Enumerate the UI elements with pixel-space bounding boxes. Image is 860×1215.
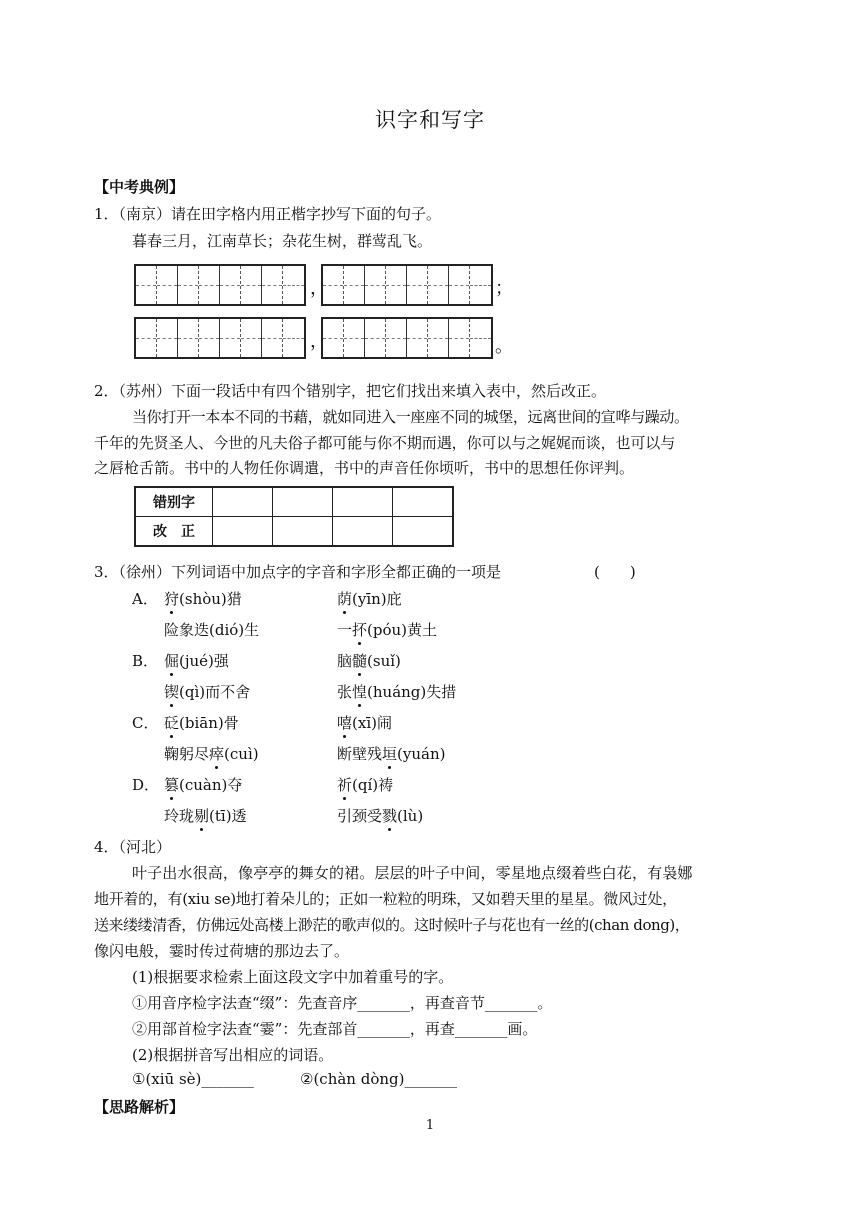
tianzige-grid-1[interactable]	[134, 264, 306, 306]
option-b-word-3	[164, 681, 250, 702]
word-text: (huáng)失措	[367, 683, 457, 701]
word-text: (tī)透	[209, 807, 247, 825]
word-text: (cuàn)夺	[179, 776, 243, 794]
q2-paragraph-3: 之唇枪舌箭。书中的人物任你调遣，书中的声音任你顷听，书中的思想任你评判。	[94, 459, 635, 477]
q4-sub-question-1b: ②用部首检字法查“霎”：先查部首_______，再查_______画。	[132, 1020, 538, 1038]
option-c-word-4	[337, 743, 445, 764]
table-cell-wrong-3[interactable]	[333, 487, 393, 517]
word-text: 一	[337, 621, 353, 639]
q4-line: 4．（河北）	[94, 838, 172, 856]
emphasized-char: 抔	[352, 621, 368, 639]
q1-punct-semicolon: ；	[495, 278, 513, 299]
table-head-correct: 改 正	[135, 517, 213, 547]
option-d-word-1	[164, 774, 242, 795]
q3-line: 3．（徐州）下列词语中加点字的字音和字形全都正确的一项是	[94, 563, 502, 581]
emphasized-char: 倔	[164, 652, 180, 670]
option-c-word-2	[337, 712, 392, 733]
option-c-word-1	[164, 712, 239, 733]
q4-paragraph-4: 像闪电般，霎时传过荷塘的那边去了。	[94, 942, 350, 960]
emphasized-char: 狩	[164, 590, 180, 608]
page-title: 识字和写字	[375, 108, 485, 132]
word-text: (qì)而不舍	[179, 683, 251, 701]
table-cell-wrong-1[interactable]	[213, 487, 273, 517]
word-text: 脑	[337, 652, 353, 670]
q1-punct-comma-1: ，	[310, 278, 328, 299]
table-cell-correct-3[interactable]	[333, 517, 393, 547]
tianzige-grid-2[interactable]	[321, 264, 493, 306]
q4-sub-question-2b: ②(chàn dòng)_______	[300, 1070, 457, 1088]
q4-sub-question-2: (2)根据拼音写出相应的词语。	[132, 1046, 334, 1064]
emphasized-char: 砭	[164, 714, 180, 732]
q3-answer-paren: ( )	[594, 563, 636, 581]
option-d-letter: D．	[132, 776, 160, 794]
table-cell-wrong-4[interactable]	[393, 487, 454, 517]
word-text: (suǐ)	[367, 652, 401, 670]
q1-punct-period: 。	[495, 336, 513, 357]
q2-line: 2．（苏州）下面一段话中有四个错别字，把它们找出来填入表中，然后改正。	[94, 382, 607, 400]
word-text: (cuì)	[224, 745, 259, 763]
option-a-word-3	[164, 619, 259, 640]
word-text: (dió)生	[209, 621, 260, 639]
word-text: (qí)祷	[352, 776, 394, 794]
word-text: (lù)	[397, 807, 424, 825]
emphasized-char: 瘁	[209, 745, 225, 763]
option-c-letter: C．	[132, 714, 159, 732]
option-d-word-4	[337, 805, 423, 826]
option-b-word-1	[164, 650, 229, 671]
q1-sentence: 暮春三月，江南草长；杂花生树，群莺乱飞。	[132, 232, 433, 250]
option-b-word-2	[337, 650, 401, 671]
table-cell-wrong-2[interactable]	[273, 487, 333, 517]
word-text: 玲珑	[164, 807, 195, 825]
emphasized-char: 嘻	[337, 714, 353, 732]
word-text: (shòu)猎	[179, 590, 242, 608]
option-a-word-1	[164, 588, 242, 609]
option-a-letter: A．	[132, 590, 158, 608]
option-a-word-4	[337, 619, 437, 640]
emphasized-char: 荫	[337, 590, 353, 608]
emphasized-char: 剔	[194, 807, 210, 825]
section-example-heading: 【中考典例】	[94, 178, 185, 196]
emphasized-char: 惶	[352, 683, 368, 701]
word-text: (biān)骨	[179, 714, 239, 732]
word-text: 鞠躬尽	[164, 745, 210, 763]
emphasized-char: 祈	[337, 776, 353, 794]
word-text: (jué)强	[179, 652, 229, 670]
word-text: (yuán)	[397, 745, 446, 763]
option-a-word-2	[337, 588, 402, 609]
q4-paragraph-2: 地开着的，有(xiu se)地打着朵儿的；正如一粒粒的明珠，又如碧天里的星星。微风过处，	[94, 890, 677, 908]
emphasized-char: 垣	[382, 745, 398, 763]
word-text: (yīn)庇	[352, 590, 402, 608]
word-text: 张	[337, 683, 353, 701]
q2-paragraph-1: 当你打开一本本不同的书藉，就如同进入一座座不同的城堡，远离世间的宣哗与躁动。	[132, 408, 689, 426]
q1-punct-comma-2: ，	[310, 331, 328, 352]
error-correction-table	[134, 486, 454, 547]
option-d-word-3	[164, 805, 247, 826]
section-analysis-heading: 【思路解析】	[94, 1098, 185, 1116]
table-cell-correct-1[interactable]	[213, 517, 273, 547]
table-cell-correct-2[interactable]	[273, 517, 333, 547]
word-text: (xī)闹	[352, 714, 392, 732]
option-c-word-3	[164, 743, 259, 764]
q4-sub-question-1: (1)根据要求检索上面这段文字中加着重号的字。	[132, 968, 454, 986]
table-cell-correct-4[interactable]	[393, 517, 454, 547]
word-text: 引颈受	[337, 807, 383, 825]
option-d-word-2	[337, 774, 393, 795]
emphasized-char: 篡	[164, 776, 180, 794]
word-text: (póu)黄土	[367, 621, 438, 639]
q4-paragraph-3: 送来缕缕清香，仿佛远处高楼上渺茫的歌声似的。这时候叶子与花也有一丝的(chan dong)，	[94, 916, 690, 934]
q2-paragraph-2: 千年的先贤圣人、今世的凡夫俗子都可能与你不期而遇，你可以与之娓娓而谈，也可以与	[94, 434, 676, 452]
page-number: 1	[425, 1118, 435, 1133]
emphasized-char: 戮	[382, 807, 398, 825]
option-b-word-4	[337, 681, 456, 702]
word-text: 险象迭	[164, 621, 210, 639]
q4-sub-question-2a: ①(xiū sè)_______	[132, 1070, 254, 1088]
tianzige-grid-4[interactable]	[321, 317, 493, 359]
q4-paragraph-1: 叶子出水很高，像亭亭的舞女的裙。层层的叶子中间，零星地点缀着些白花，有袅娜	[132, 864, 693, 882]
word-text: 断壁残	[337, 745, 383, 763]
emphasized-char: 髓	[352, 652, 368, 670]
q1-line: 1．（南京）请在田字格内用正楷字抄写下面的句子。	[94, 205, 442, 223]
table-head-wrong: 错别字	[135, 487, 213, 517]
option-b-letter: B．	[132, 652, 159, 670]
tianzige-grid-3[interactable]	[134, 317, 306, 359]
emphasized-char: 锲	[164, 683, 180, 701]
q4-sub-question-1a: ①用音序检字法查“缀”：先查音序_______，再查音节_______。	[132, 994, 553, 1012]
